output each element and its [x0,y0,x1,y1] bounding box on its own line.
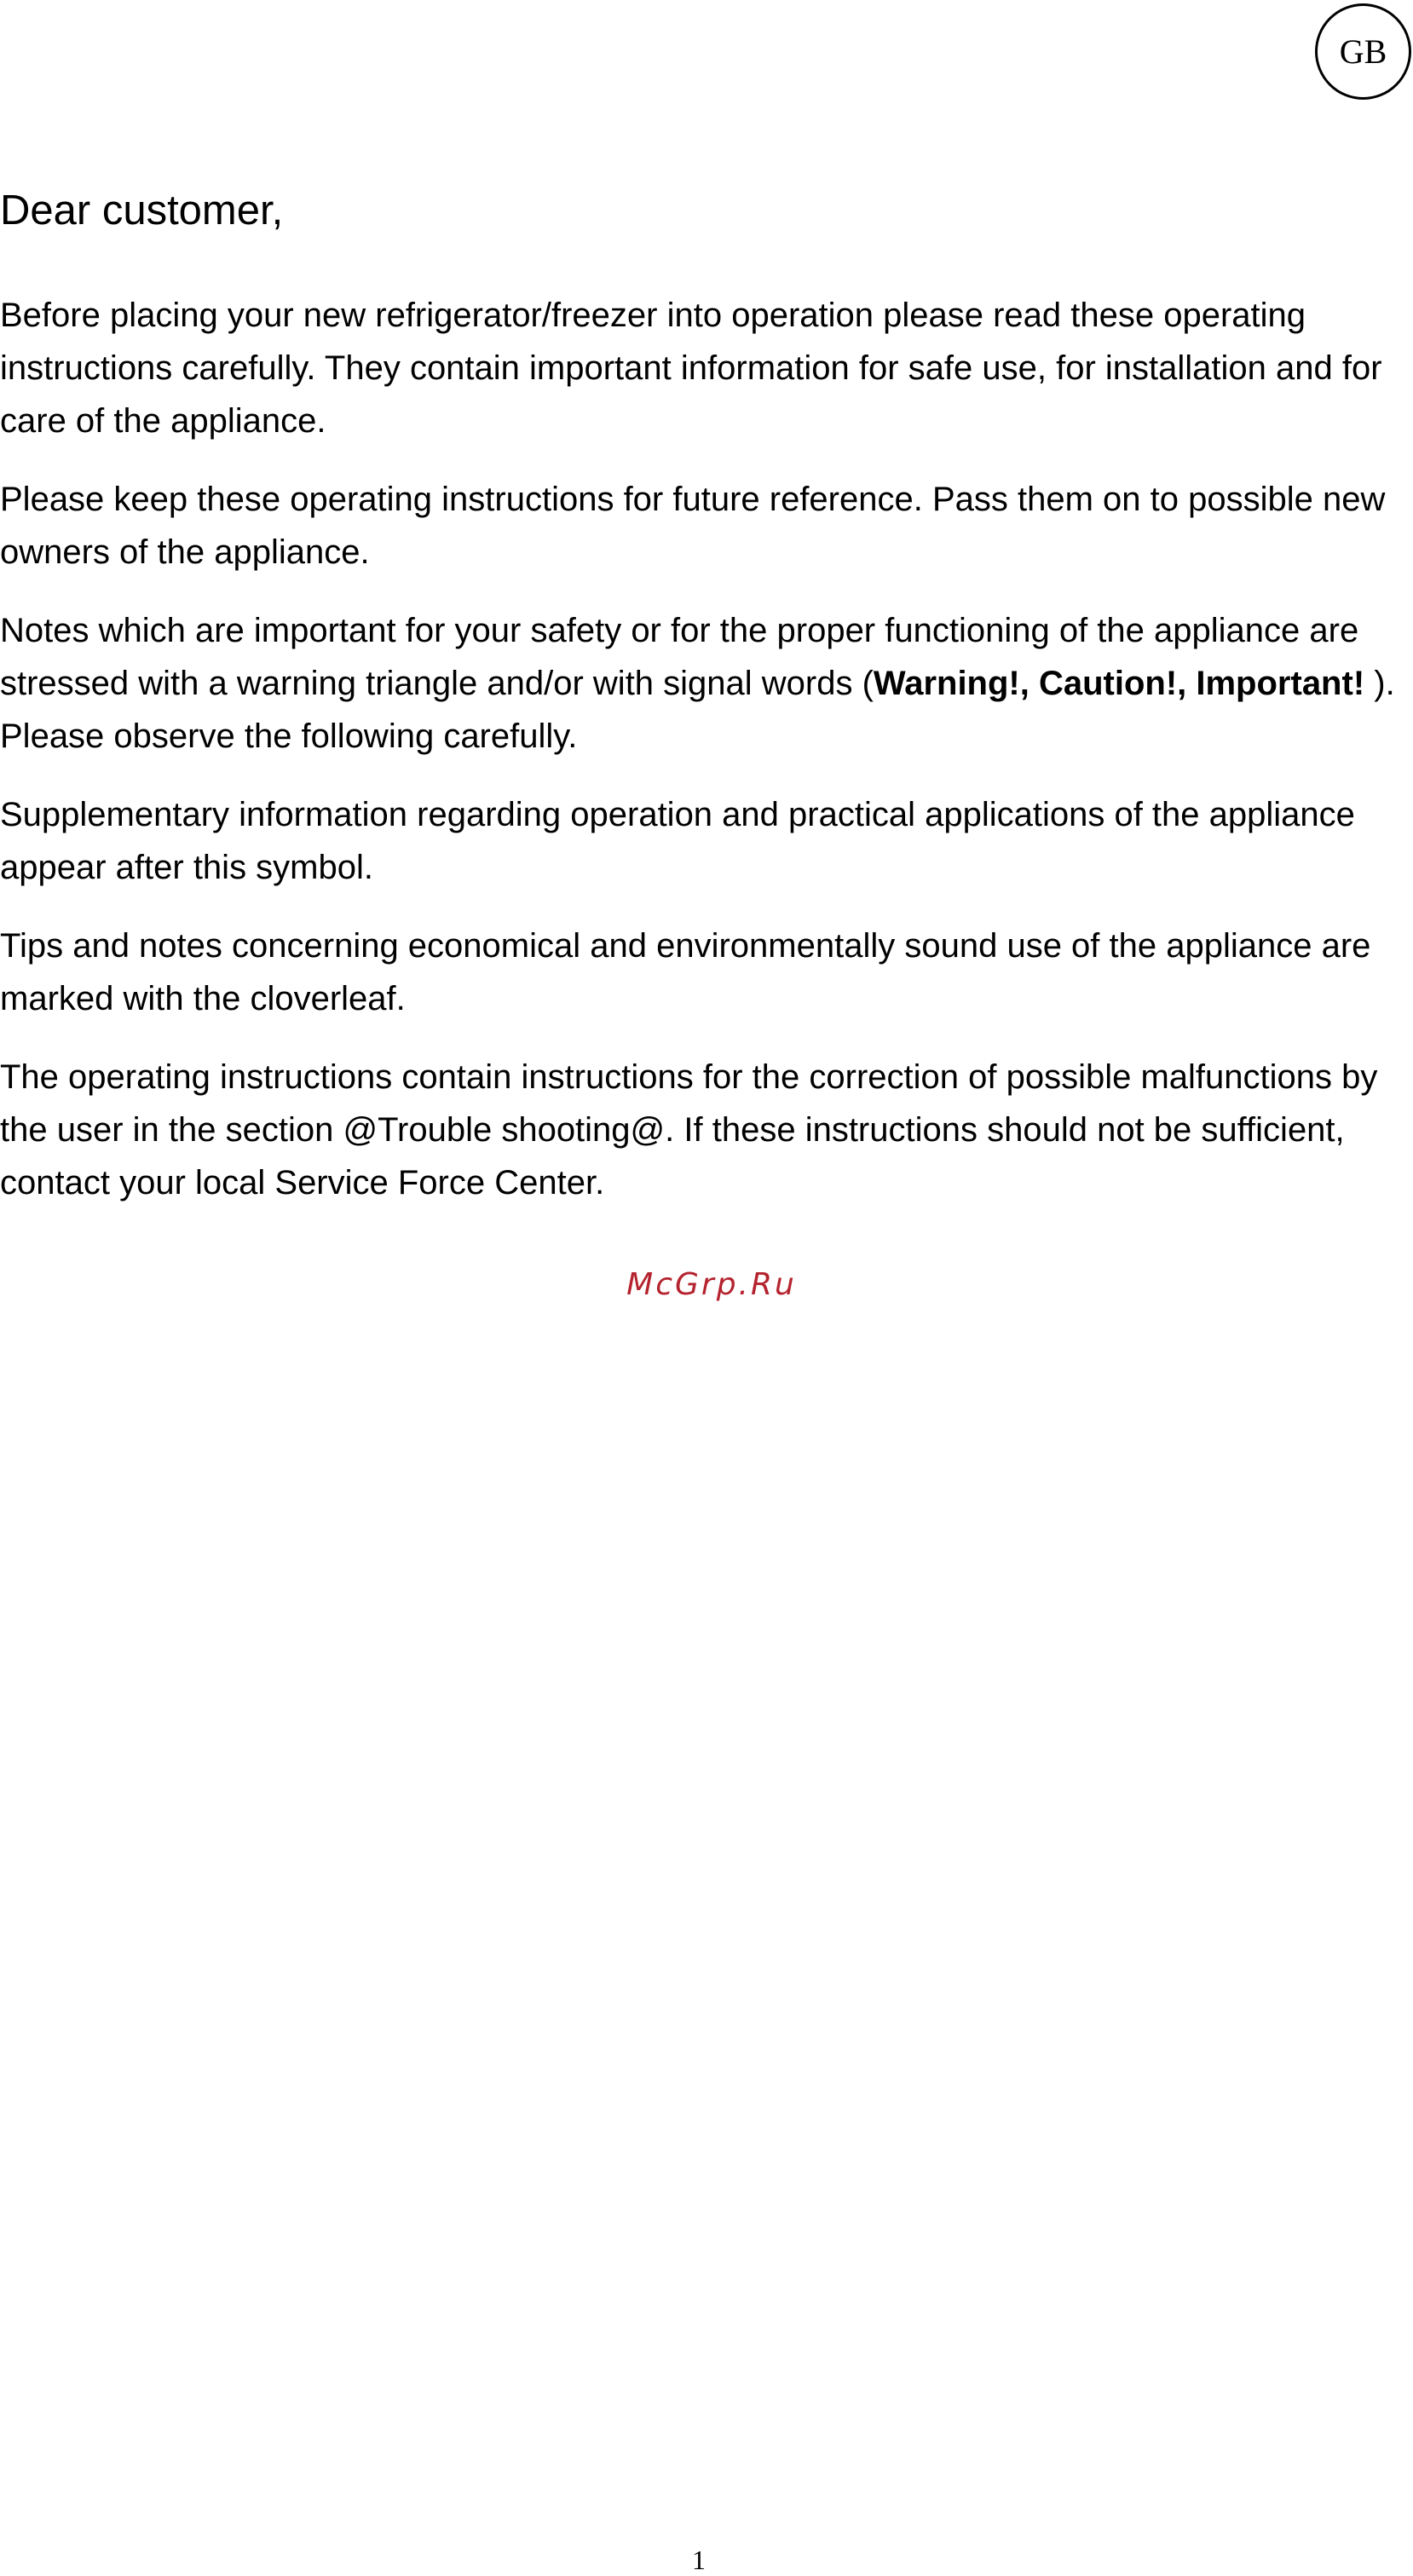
supplementary-info-paragraph: Supplementary information regarding operation and practical applications of the appliance appear after this symbol. [0,795,1355,886]
safety-notes-text-after: ). Please observe the following carefully. [0,664,1395,755]
safety-notes-text-before: Notes which are important for your safety or for the proper functioning of the appliance are stressed with a warning triangle and/or with signal words ( [0,611,1359,702]
signal-words: Warning!, Caution!, Important! [873,664,1365,702]
keep-instructions-paragraph: Please keep these operating instructions for future reference. Pass them on to possible new owners of the appliance. [0,480,1386,571]
environment-tips-paragraph: Tips and notes concerning economical and environmentally sound use of the appliance are marked with the cloverleaf. [0,926,1371,1017]
letter-body [0,186,1398,1235]
safety-notes-paragraph [0,604,1398,763]
intro-paragraph: Before placing your new refrigerator/freezer into operation please read these operating instructions carefully. They contain important information for safe use, for installation and for care of the appliance. [0,296,1382,440]
troubleshooting-paragraph: The operating instructions contain instructions for the correction of possible malfunctions by the user in the section @Trouble shooting@. If these instructions should not be sufficient, contact your local Service Force Center. [0,1057,1378,1202]
language-badge-label: GB [1339,32,1387,71]
greeting-heading: Dear customer, [0,187,284,233]
watermark-link[interactable]: McGrp.Ru [626,1267,797,1302]
page-number: 1 [692,2544,706,2575]
language-badge [1315,3,1411,100]
